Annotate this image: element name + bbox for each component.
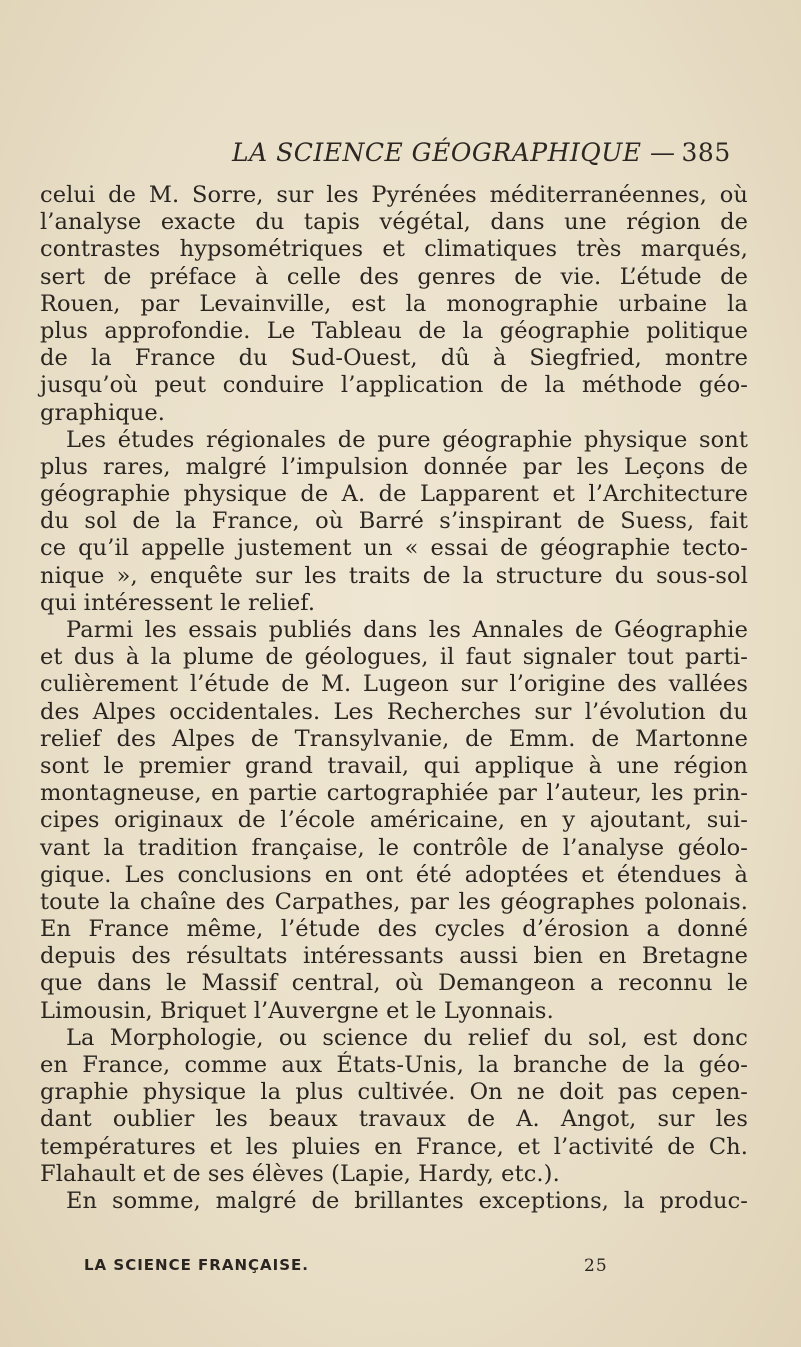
text-line: celui de M. Sorre, sur les Pyrénées méditerranéennes, où xyxy=(40,182,748,208)
text-line: plus approfondie. Le Tableau de la géographie politique xyxy=(40,317,748,344)
text-line: depuis des résultats intéressants aussi bien en Bretagne xyxy=(40,943,748,970)
text-line: en France, comme aux États-Unis, la branche de la géo- xyxy=(40,1052,748,1078)
text-line: Limousin, Briquet l’Auvergne et le Lyonnais. xyxy=(40,997,554,1024)
running-header xyxy=(232,138,731,167)
page-number: 385 xyxy=(681,138,731,167)
text-line: vant la tradition française, le contrôle de l’analyse géolo- xyxy=(40,834,748,861)
text-line: qui intéressent le relief. xyxy=(40,589,316,616)
text-line: sert de préface à celle des genres de vie. L’étude de xyxy=(40,263,748,290)
text-line: géographie physique de A. de Lapparent et l’Architecture xyxy=(40,481,748,508)
text-line: culièrement l’étude de M. Lugeon sur l’origine des vallées xyxy=(40,671,748,698)
text-line: cipes originaux de l’école américaine, en y ajoutant, sui- xyxy=(40,807,748,834)
text-line: montagneuse, en partie cartographiée par l’auteur, les prin- xyxy=(40,780,748,807)
text-line: Flahault et de ses élèves (Lapie, Hardy, etc.). xyxy=(40,1160,560,1187)
text-line: graphie physique la plus cultivée. On ne doit pas cepen- xyxy=(40,1079,748,1106)
text-line: En somme, malgré de brillantes exceptions, la produc- xyxy=(66,1187,748,1214)
text-line: jusqu’où peut conduire l’application de la méthode géo- xyxy=(40,372,748,399)
text-line: plus rares, malgré l’impulsion donnée par les Leçons de xyxy=(40,453,748,480)
text-line: et dus à la plume de géologues, il faut signaler tout parti- xyxy=(40,644,748,671)
signature-number: 25 xyxy=(584,1256,608,1276)
text-line: nique », enquête sur les traits de la structure du sous-sol xyxy=(40,562,748,589)
text-line: dant oublier les beaux travaux de A. Angot, sur les xyxy=(40,1106,748,1133)
text-line: Rouen, par Levainville, est la monographie urbaine la xyxy=(40,290,748,317)
text-line: de la France du Sud-Ouest, dû à Siegfried, montre xyxy=(40,345,748,372)
running-title: LA SCIENCE GÉOGRAPHIQUE — xyxy=(232,138,676,167)
body-text xyxy=(40,182,748,1215)
text-line: températures et les pluies en France, et l’activité de Ch. xyxy=(40,1133,748,1160)
text-line: contrastes hypsométriques et climatiques très marqués, xyxy=(40,236,748,263)
text-line: l’analyse exacte du tapis végétal, dans une région de xyxy=(40,209,748,236)
text-line: ce qu’il appelle justement un « essai de géographie tecto- xyxy=(40,535,748,562)
text-line: du sol de la France, où Barré s’inspirant de Suess, fait xyxy=(40,508,748,535)
text-line: des Alpes occidentales. Les Recherches sur l’évolution du xyxy=(40,698,748,725)
text-line: Les études régionales de pure géographie physique sont xyxy=(66,426,748,453)
text-line: En France même, l’étude des cycles d’érosion a donné xyxy=(40,916,748,943)
text-line: gique. Les conclusions en ont été adoptées et étendues à xyxy=(40,861,748,888)
text-line: toute la chaîne des Carpathes, par les géographes polonais. xyxy=(40,888,748,915)
text-line: La Morphologie, ou science du relief du sol, est donc xyxy=(66,1024,748,1051)
text-line: que dans le Massif central, où Demangeon a reconnu le xyxy=(40,970,748,997)
text-line: Parmi les essais publiés dans les Annales de Géographie xyxy=(66,617,748,643)
text-line: sont le premier grand travail, qui applique à une région xyxy=(40,752,748,779)
text-line: graphique. xyxy=(40,399,166,426)
text-line: relief des Alpes de Transylvanie, de Emm. de Martonne xyxy=(40,725,748,752)
printer-signature xyxy=(84,1256,644,1280)
signature-title: LA SCIENCE FRANÇAISE. xyxy=(84,1256,309,1274)
